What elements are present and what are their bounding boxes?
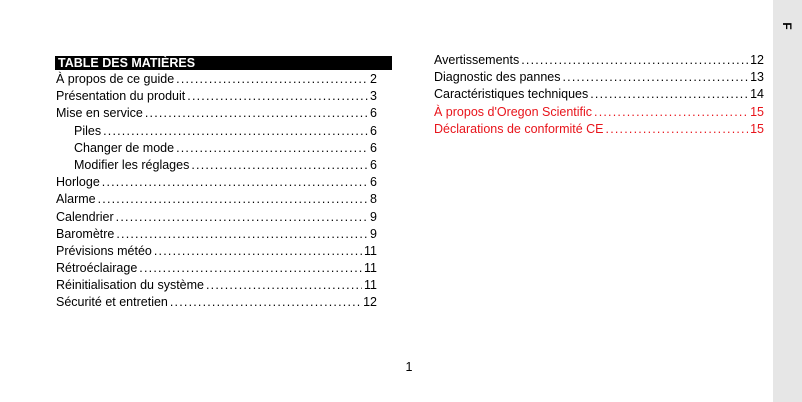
dot-leader — [562, 69, 748, 86]
toc-right-column — [434, 52, 764, 138]
toc-entry-alarme[interactable] — [56, 191, 377, 208]
toc-entry-modifier-reglages[interactable] — [56, 157, 377, 174]
dot-leader — [102, 174, 368, 191]
toc-entry-label: Réinitialisation du système — [56, 278, 204, 293]
toc-entry-avertissements[interactable] — [434, 52, 764, 69]
toc-entry-page: 3 — [370, 89, 377, 104]
toc-entry-page: 13 — [750, 70, 764, 85]
toc-entry-mise-en-service[interactable] — [56, 105, 377, 122]
toc-left-column — [56, 71, 377, 312]
toc-entry-barometre[interactable] — [56, 226, 377, 243]
toc-title: TABLE DES MATIÈRES — [55, 56, 392, 70]
language-tab-letter: F — [780, 22, 794, 30]
toc-entry-previsions-meteo[interactable] — [56, 243, 377, 260]
dot-leader — [170, 294, 361, 311]
toc-entry-diagnostic-pannes[interactable] — [434, 69, 764, 86]
toc-entry-label: Alarme — [56, 192, 96, 207]
toc-entry-label: Baromètre — [56, 226, 115, 241]
toc-entry-label: À propos de ce guide — [56, 72, 175, 86]
dot-leader — [191, 157, 368, 174]
toc-entry-securite-entretien[interactable] — [56, 294, 377, 311]
page-number: 1 — [405, 360, 413, 374]
toc-entry-page: 2 — [370, 72, 377, 86]
toc-entry-calendrier[interactable] — [56, 209, 377, 226]
toc-entry-a-propos-guide[interactable] — [56, 71, 377, 88]
toc-entry-label: Déclarations de conformité CE — [434, 121, 604, 136]
dot-leader — [116, 209, 368, 226]
toc-entry-retroeclairage[interactable] — [56, 260, 377, 277]
dot-leader — [590, 86, 748, 103]
toc-entry-page: 6 — [370, 106, 377, 121]
toc-entry-page: 11 — [364, 278, 377, 293]
toc-entry-piles[interactable] — [56, 123, 377, 140]
toc-entry-page: 11 — [364, 243, 377, 258]
language-side-tab — [773, 0, 802, 402]
dot-leader — [98, 191, 368, 208]
toc-entry-label: Piles — [74, 123, 102, 138]
dot-leader — [187, 88, 368, 105]
dot-leader — [176, 71, 368, 88]
toc-entry-label: À propos d'Oregon Scientific — [434, 104, 593, 119]
toc-entry-page: 15 — [750, 104, 764, 119]
toc-entry-label: Diagnostic des pannes — [434, 70, 561, 85]
toc-entry-oregon-scientific[interactable] — [434, 104, 764, 121]
toc-entry-label: Présentation du produit — [56, 89, 186, 104]
dot-leader — [176, 140, 368, 157]
toc-entry-label: Horloge — [56, 175, 100, 190]
dot-leader — [154, 243, 362, 260]
toc-entry-page: 12 — [750, 53, 764, 67]
toc-entry-changer-mode[interactable] — [56, 140, 377, 157]
toc-entry-label: Changer de mode — [74, 140, 175, 155]
toc-entry-page: 6 — [370, 123, 377, 138]
toc-entry-page: 9 — [370, 209, 377, 224]
toc-entry-caracteristiques[interactable] — [434, 86, 764, 103]
dot-leader — [521, 52, 748, 69]
toc-entry-page: 6 — [370, 140, 377, 155]
toc-entry-label: Rétroéclairage — [56, 261, 138, 276]
toc-entry-label: Calendrier — [56, 209, 114, 224]
dot-leader — [594, 104, 748, 121]
dot-leader — [606, 121, 749, 138]
toc-entry-page: 15 — [750, 121, 764, 136]
toc-entry-page: 14 — [750, 87, 764, 102]
dot-leader — [103, 123, 368, 140]
toc-entry-reinitialisation[interactable] — [56, 277, 377, 294]
toc-entry-page: 9 — [370, 226, 377, 241]
toc-entry-label: Modifier les réglages — [74, 157, 190, 172]
toc-entry-label: Prévisions météo — [56, 243, 152, 258]
dot-leader — [206, 277, 362, 294]
toc-entry-page: 11 — [364, 261, 377, 276]
toc-entry-page: 8 — [370, 192, 377, 207]
toc-entry-label: Avertissements — [434, 53, 520, 67]
toc-entry-label: Sécurité et entretien — [56, 295, 168, 310]
toc-entry-presentation-produit[interactable] — [56, 88, 377, 105]
dot-leader — [116, 226, 368, 243]
toc-entry-declarations-ce[interactable] — [434, 121, 764, 138]
toc-entry-page: 6 — [370, 157, 377, 172]
dot-leader — [145, 105, 368, 122]
toc-entry-label: Caractéristiques techniques — [434, 87, 589, 102]
dot-leader — [139, 260, 362, 277]
toc-entry-horloge[interactable] — [56, 174, 377, 191]
toc-entry-label: Mise en service — [56, 106, 143, 121]
toc-entry-page: 12 — [363, 295, 377, 310]
toc-entry-page: 6 — [370, 175, 377, 190]
